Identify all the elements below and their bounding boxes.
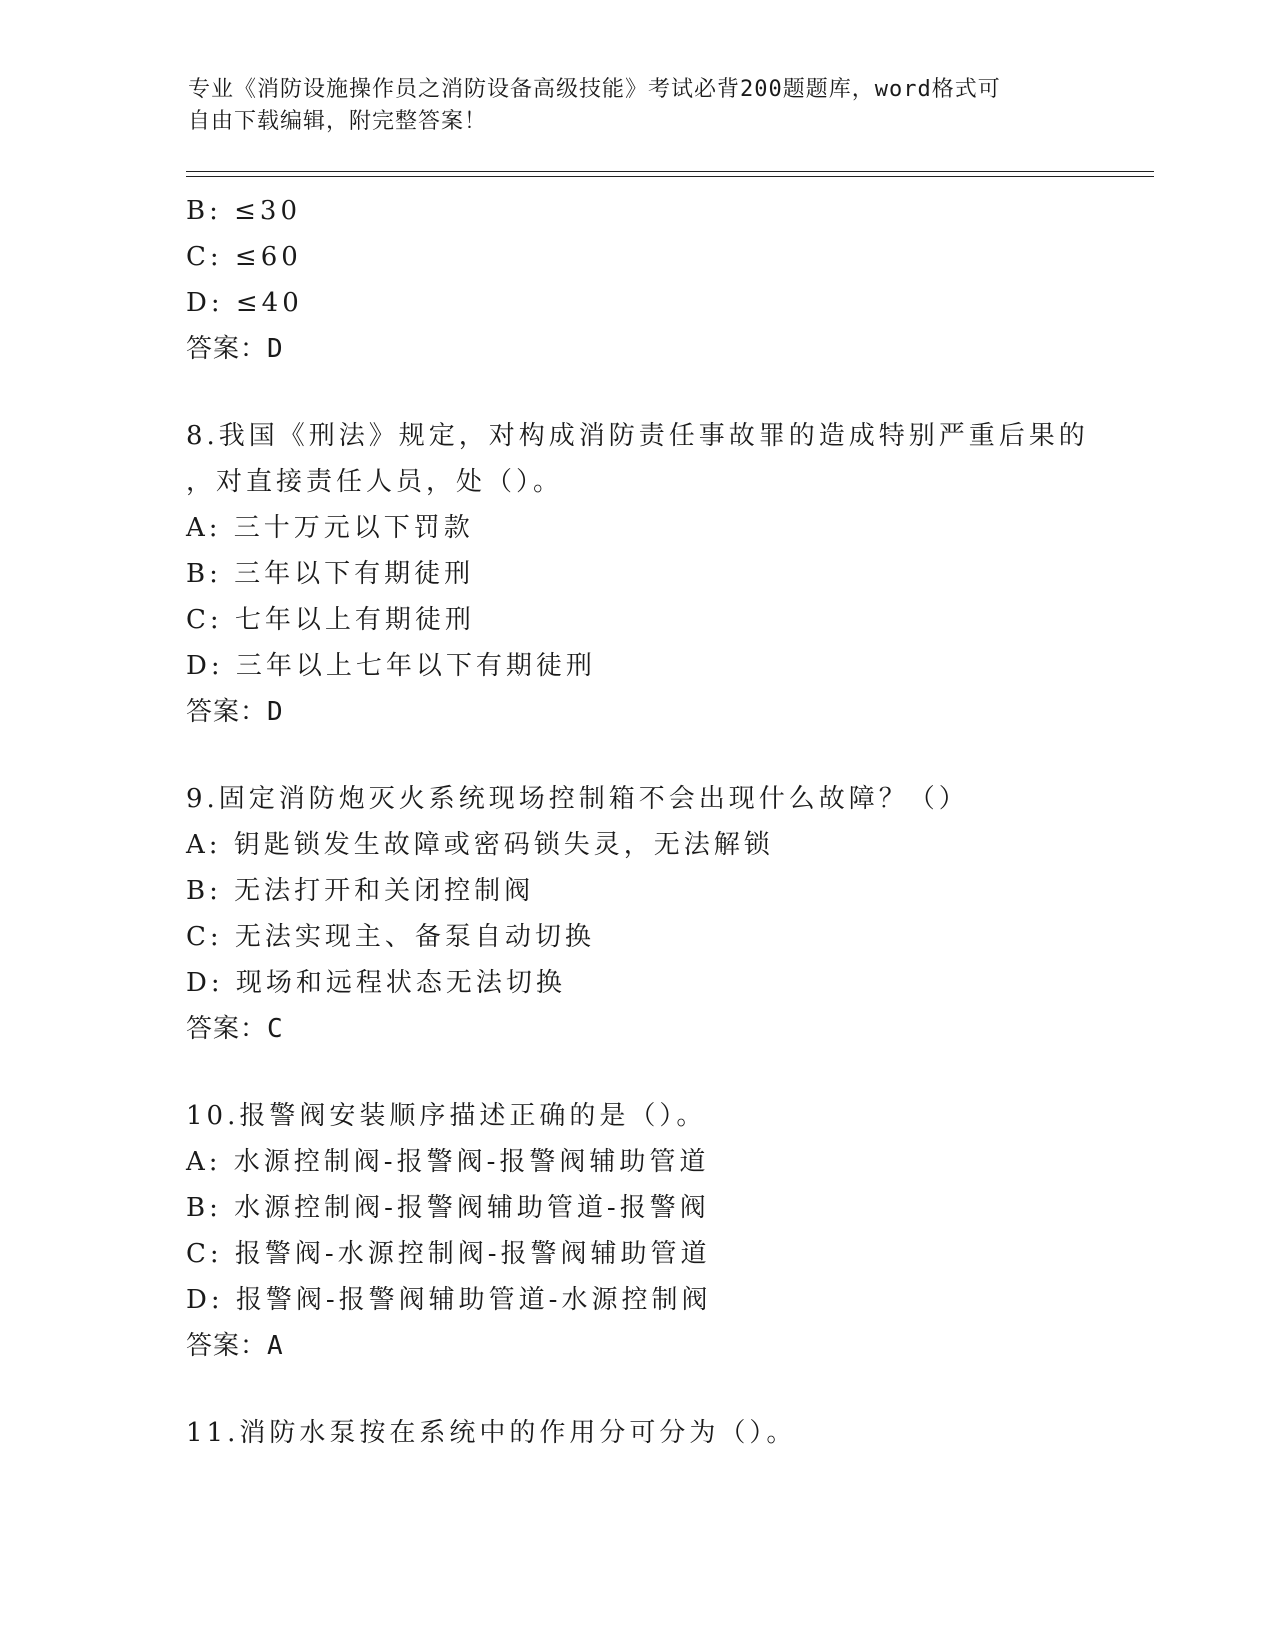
option-b: B: 水源控制阀-报警阀辅助管道-报警阀	[186, 1193, 710, 1223]
answer-line	[186, 1006, 1146, 1052]
option-a: A: 水源控制阀-报警阀-报警阀辅助管道	[186, 1147, 710, 1177]
option-d: D: 三年以上七年以下有期徒刑	[186, 651, 596, 681]
option-a: A: 钥匙锁发生故障或密码锁失灵，无法解锁	[186, 830, 774, 860]
question-fragment	[186, 188, 1146, 372]
answer-label: 答案：	[186, 1014, 268, 1044]
question-text: ，对直接责任人员，处（）。	[186, 467, 564, 497]
question-8	[186, 413, 1146, 735]
option-d: D: 现场和远程状态无法切换	[186, 968, 566, 998]
option-b: B: 无法打开和关闭控制阀	[186, 876, 535, 906]
header-rule-top	[186, 171, 1154, 172]
option-c: C: 七年以上有期徒刑	[186, 605, 475, 635]
question-text: 10.报警阀安装顺序描述正确的是（）。	[186, 1101, 707, 1131]
header-line-2: 自由下载编辑，附完整答案！	[188, 109, 488, 134]
option-c: C: 无法实现主、备泵自动切换	[186, 922, 595, 952]
option-b: B: ≤30	[186, 196, 301, 226]
question-9	[186, 776, 1146, 1052]
question-10	[186, 1093, 1146, 1369]
option-b: B: 三年以下有期徒刑	[186, 559, 475, 589]
answer-value: D	[267, 334, 284, 364]
answer-value: D	[267, 697, 284, 727]
question-text: 8.我国《刑法》规定，对构成消防责任事故罪的造成特别严重后果的	[186, 421, 1089, 451]
header-line-1: 专业《消防设施操作员之消防设备高级技能》考试必背200题题库，word格式可	[188, 77, 1001, 102]
answer-label: 答案：	[186, 334, 268, 364]
option-c: C: 报警阀-水源控制阀-报警阀辅助管道	[186, 1239, 711, 1269]
option-d: D: ≤40	[186, 288, 303, 318]
header-rule-bottom	[186, 176, 1154, 177]
option-d: D: 报警阀-报警阀辅助管道-水源控制阀	[186, 1285, 712, 1315]
question-content	[186, 188, 1146, 1456]
answer-label: 答案：	[186, 1331, 268, 1361]
question-11	[186, 1410, 1146, 1456]
answer-label: 答案：	[186, 697, 268, 727]
question-text: 9.固定消防炮灭火系统现场控制箱不会出现什么故障？（）	[186, 784, 969, 814]
document-header	[188, 74, 1088, 138]
answer-value: C	[267, 1014, 284, 1044]
answer-value: A	[267, 1331, 284, 1361]
answer-line	[186, 326, 1146, 372]
option-c: C: ≤60	[186, 242, 302, 272]
option-a: A: 三十万元以下罚款	[186, 513, 474, 543]
answer-line	[186, 689, 1146, 735]
question-text: 11.消防水泵按在系统中的作用分可分为（）。	[186, 1418, 797, 1448]
answer-line	[186, 1323, 1146, 1369]
